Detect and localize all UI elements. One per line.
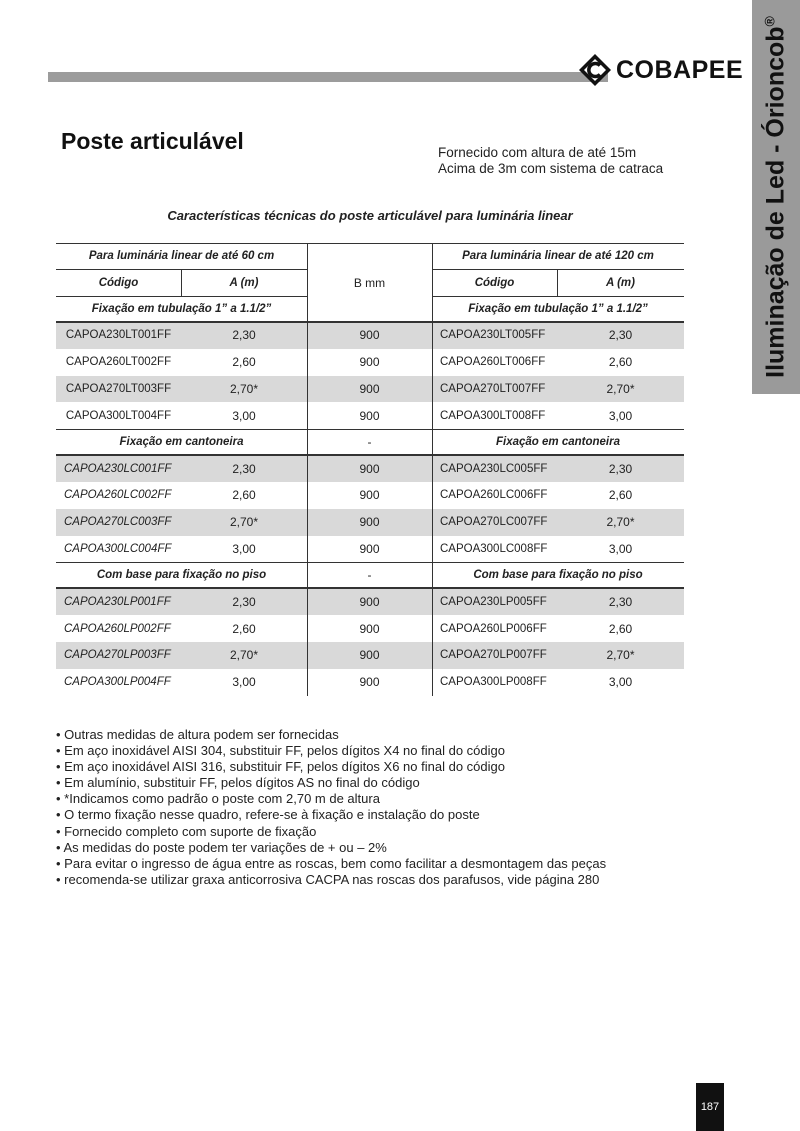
- table-column-rule: [432, 243, 433, 696]
- table-row: [56, 536, 684, 563]
- section-title-row: [56, 429, 684, 455]
- a-right-cell: 2,70*: [606, 648, 635, 663]
- table-rule: [56, 429, 684, 430]
- brand-name: COBAPEE: [616, 55, 744, 84]
- side-tab-text: Iluminação de Led - Órioncob: [761, 26, 790, 378]
- section-mid: -: [367, 435, 372, 450]
- code-right-cell: CAPOA270LT007FF: [440, 382, 546, 395]
- code-right-cell: CAPOA230LP005FF: [440, 595, 547, 608]
- note-item: • Em aço inoxidável AISI 304, substituir FF, pelos dígitos X4 no final do código: [56, 743, 505, 759]
- table-row: [56, 509, 684, 536]
- b-cell: 900: [359, 648, 380, 663]
- registered-mark: ®: [761, 16, 778, 27]
- supply-info: [438, 145, 663, 177]
- b-cell: 900: [359, 408, 380, 423]
- note-item: • Em alumínio, substituir FF, pelos dígitos AS no final do código: [56, 775, 420, 791]
- code-left-cell: CAPOA260LC002FF: [64, 489, 172, 502]
- code-right-cell: CAPOA260LP006FF: [440, 622, 547, 635]
- section-rule: [56, 587, 684, 589]
- table-row: [56, 669, 684, 696]
- note-item: • recomenda-se utilizar graxa anticorrosiva CACPA nas roscas dos parafusos, vide página 280: [56, 871, 600, 887]
- section-title-row: [56, 296, 684, 322]
- table-row: [56, 455, 684, 482]
- note-item: • *Indicamos como padrão o poste com 2,70 m de altura: [56, 791, 380, 807]
- b-cell: 900: [359, 381, 380, 396]
- col-code-header: Código: [98, 276, 139, 289]
- code-right-cell: CAPOA230LT005FF: [440, 329, 546, 342]
- note-item: • Para evitar o ingresso de água entre as roscas, bem como facilitar a desmontagem das peças: [56, 855, 607, 871]
- a-left-cell: 3,00: [232, 675, 256, 690]
- supply-line: Fornecido com altura de até 15m: [438, 145, 637, 160]
- code-left-cell: CAPOA270LP003FF: [64, 649, 171, 662]
- b-cell: 900: [359, 355, 380, 370]
- col-code-header: Código: [474, 276, 515, 289]
- a-left-cell: 2,60: [232, 488, 256, 503]
- side-tab-label: [761, 16, 790, 378]
- col-a-header: A (m): [606, 276, 635, 289]
- table-column-rule: [307, 243, 308, 696]
- col-b-header: B mm: [353, 275, 386, 290]
- table-row: [56, 615, 684, 642]
- table-caption: Características técnicas do poste articulável para luminária linear: [167, 208, 573, 223]
- b-cell: 900: [359, 488, 380, 503]
- a-left-cell: 2,30: [232, 328, 256, 343]
- cobapee-logo-icon: [578, 53, 612, 87]
- table-column-rule: [557, 269, 558, 296]
- a-left-cell: 2,60: [232, 621, 256, 636]
- table-row: [56, 482, 684, 509]
- code-right-cell: CAPOA270LC007FF: [440, 516, 548, 529]
- table-column-rule: [181, 269, 182, 296]
- group-right-header: Para luminária linear de até 120 cm: [462, 250, 654, 262]
- code-left-cell: CAPOA300LP004FF: [64, 676, 171, 689]
- col-a-header: A (m): [229, 276, 259, 289]
- section-title-row: [56, 562, 684, 588]
- section-mid: -: [367, 568, 372, 583]
- code-left-cell: CAPOA270LT003FF: [65, 382, 172, 395]
- code-left-cell: CAPOA260LP002FF: [64, 622, 171, 635]
- table-row: [56, 322, 684, 349]
- a-left-cell: 2,60: [232, 355, 256, 370]
- table-rule: [56, 562, 684, 563]
- a-left-cell: 2,30: [232, 594, 256, 609]
- a-left-cell: 3,00: [232, 541, 256, 556]
- table-row: [56, 376, 684, 403]
- a-right-cell: 2,60: [608, 488, 633, 503]
- code-right-cell: CAPOA270LP007FF: [440, 649, 547, 662]
- table-rule: [432, 269, 684, 270]
- code-left-cell: CAPOA230LT001FF: [65, 329, 172, 342]
- code-left-cell: CAPOA230LP001FF: [64, 595, 171, 608]
- a-right-cell: 2,70*: [606, 515, 635, 530]
- code-left-cell: CAPOA260LT002FF: [65, 356, 172, 369]
- code-right-cell: CAPOA300LT008FF: [440, 409, 546, 422]
- code-left-cell: CAPOA300LC004FF: [64, 542, 172, 555]
- table-row: [56, 349, 684, 376]
- section-rule: [56, 321, 684, 323]
- section-title-right: Fixação em cantoneira: [496, 436, 620, 449]
- a-right-cell: 3,00: [608, 541, 633, 556]
- supply-line: Acima de 3m com sistema de catraca: [438, 161, 664, 176]
- section-title-left: Fixação em cantoneira: [119, 436, 244, 449]
- code-right-cell: CAPOA300LC008FF: [440, 542, 548, 555]
- code-left-cell: CAPOA230LC001FF: [64, 462, 172, 475]
- a-right-cell: 2,60: [608, 621, 633, 636]
- table-header-columns-row: [56, 269, 684, 296]
- table-row: [56, 588, 684, 615]
- table-row: [56, 642, 684, 669]
- note-item: • Em aço inoxidável AISI 316, substituir FF, pelos dígitos X6 no final do código: [56, 759, 505, 775]
- page-title: Poste articulável: [61, 128, 244, 154]
- a-left-cell: 3,00: [232, 408, 256, 423]
- header-bar: [48, 72, 608, 82]
- section-title-left: Fixação em tubulação 1” a 1.1/2”: [91, 303, 272, 315]
- code-left-cell: CAPOA270LC003FF: [64, 516, 172, 529]
- section-title-right: Com base para fixação no piso: [473, 569, 643, 582]
- brand-logo: [578, 52, 743, 88]
- table-header-group-row: [56, 243, 684, 269]
- b-cell: 900: [359, 675, 380, 690]
- code-left-cell: CAPOA300LT004FF: [65, 409, 172, 422]
- a-right-cell: 2,30: [608, 328, 633, 343]
- a-right-cell: 2,30: [608, 461, 633, 476]
- a-right-cell: 2,70*: [606, 381, 635, 396]
- notes-list: [56, 727, 606, 888]
- code-right-cell: CAPOA260LC006FF: [440, 489, 548, 502]
- a-right-cell: 2,60: [608, 355, 633, 370]
- a-right-cell: 2,30: [608, 594, 633, 609]
- table-rule: [56, 296, 307, 297]
- b-cell: 900: [359, 328, 380, 343]
- note-item: • O termo fixação nesse quadro, refere-se à fixação e instalação do poste: [56, 807, 480, 823]
- note-item: • As medidas do poste podem ter variações de + ou – 2%: [56, 839, 387, 855]
- a-left-cell: 2,70*: [229, 648, 259, 663]
- group-left-header: Para luminária linear de até 60 cm: [88, 250, 275, 262]
- code-right-cell: CAPOA300LP008FF: [440, 676, 547, 689]
- a-right-cell: 3,00: [608, 408, 633, 423]
- a-left-cell: 2,70*: [229, 515, 259, 530]
- section-title-right: Fixação em tubulação 1” a 1.1/2”: [468, 303, 648, 315]
- b-cell: 900: [359, 594, 380, 609]
- section-rule: [56, 454, 684, 456]
- code-right-cell: CAPOA260LT006FF: [440, 356, 546, 369]
- table-rule: [432, 296, 684, 297]
- blank-cell: [307, 243, 432, 269]
- page-number: 187: [696, 1083, 724, 1131]
- note-item: • Fornecido completo com suporte de fixação: [56, 823, 317, 839]
- table-row: [56, 402, 684, 429]
- note-item: • Outras medidas de altura podem ser fornecidas: [56, 727, 339, 742]
- section-title-left: Com base para fixação no piso: [96, 569, 267, 582]
- b-cell: 900: [359, 541, 380, 556]
- table-rule: [56, 243, 684, 244]
- b-cell: 900: [359, 621, 380, 636]
- a-right-cell: 3,00: [608, 675, 633, 690]
- code-right-cell: CAPOA230LC005FF: [440, 462, 548, 475]
- a-left-cell: 2,30: [232, 461, 256, 476]
- section-mid: [307, 296, 432, 322]
- b-cell: 900: [359, 515, 380, 530]
- a-left-cell: 2,70*: [229, 381, 259, 396]
- b-cell: 900: [359, 461, 380, 476]
